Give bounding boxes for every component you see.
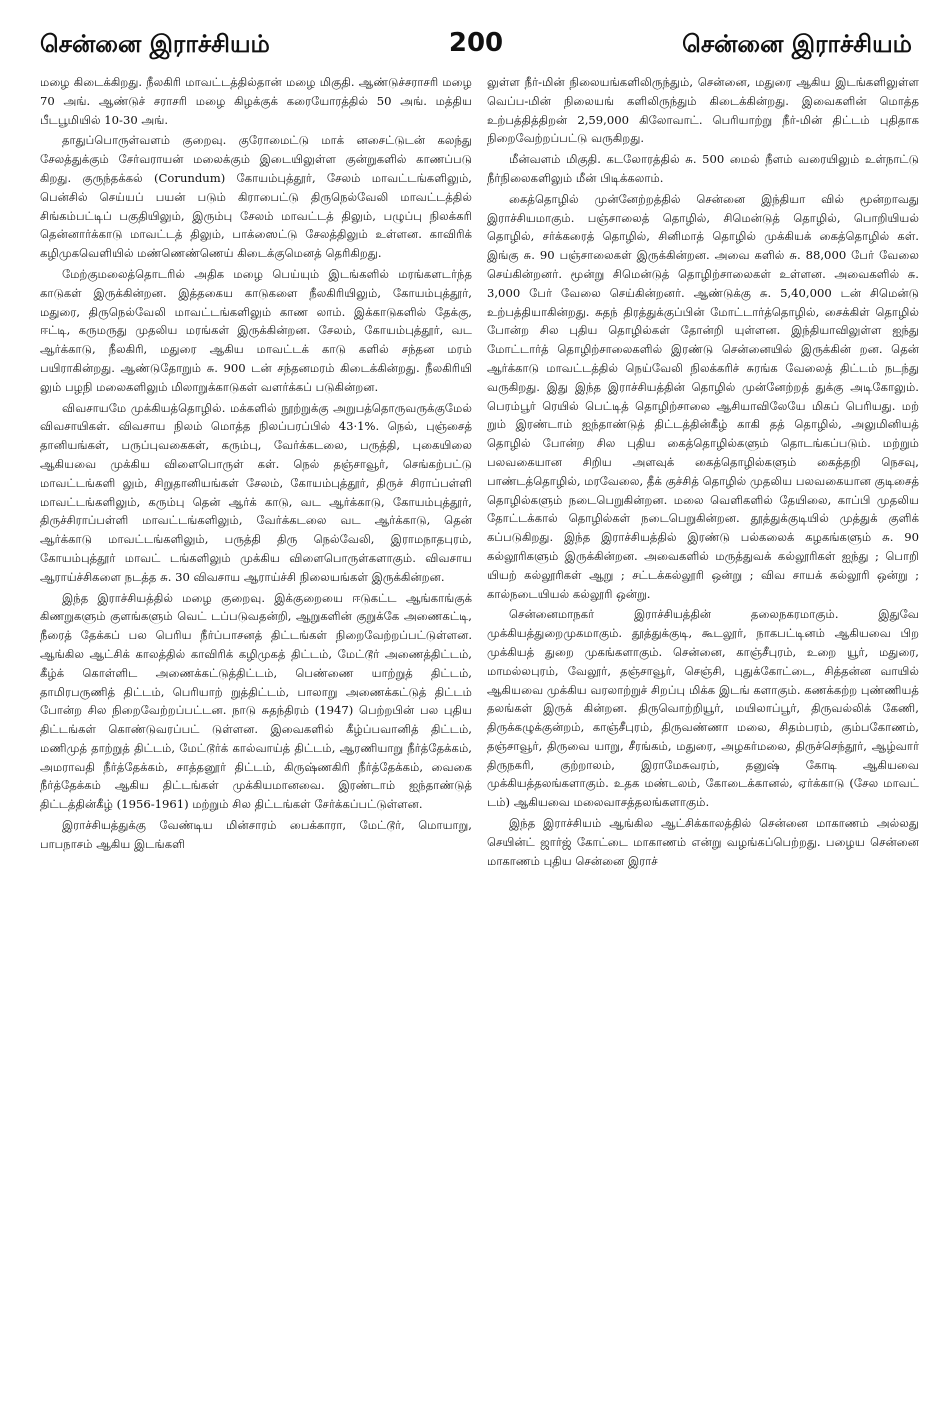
paragraph-minerals: தாதுப்பொருள்வளம் குறைவு. குரோமைட்டு மாக் னசைட்டுடன் கலந்து சேலத்துக்கும் சேர்வராயன் மலைக்கும் இடையிலுள்ள குன்றுகளில் காணப்படு கிறது. குருந்தக்கல் (Corundum) கோயம்புத்தூர், சேலம் மாவட்டங்களிலும், பென்சில் செய்யப் பயன் படும் கிராபைட்டு திருநெல்வேலி மாவட்டத்தில் சிங்கம்பட்டிப் பகுதியிலும், இரும்பு சேலம் மாவட்டத் திலும், பழுப்பு நிலக்கரி தென்னார்க்காடு மாவட்டத் திலும், பாக்ஸைட்டு சேலத்திலும் உள்ளன. காவிரிக் கழிமுகவெளியில் மண்ணெண்ணெய் கிடைக்குமெனத் தெரிகிறது. <box>40 133 472 261</box>
paragraph-capital-and-places: சென்னைமாநகர் இராச்சியத்தின் தலைநகரமாகும். இதுவே முக்கியத்துறைமுகமாகும். தூத்துக்குடி, கூடலூர், நாகபட்டினம் ஆகியவை பிற முக்கியத் துறை முகங்களாகும். சென்னை, காஞ்சீபுரம், உறை யூர், மதுரை, மாமல்லபுரம், வேலூர், தஞ்சாவூர், செஞ்சி, புதுக்கோட்டை, சித்தன்ன வாயில் ஆகியவை முக்கிய வரலாற்றுச் சிறப்பு மிக்க இடங் களாகும். கணக்கற்ற புண்ணியத் தலங்கள் இருக் கின்றன. திருவொற்றியூர், மயிலாப்பூர், திருவல்லிக் கேணி, திருக்கழுக்குன்றம், காஞ்சீபுரம், திருவண்ணா மலை, சிதம்பரம், கும்பகோணம், தஞ்சாவூர், திருவை யாறு, சீரங்கம், மதுரை, அழகர்மலை, திருச்செந்தூர், ஆழ்வார் திருநகரி, குற்றாலம், இராமேசுவரம், தனுஷ் கோடி ஆகியவை முக்கியத்தலங்களாகும். உதக மண்டலம், கோடைக்கானல், ஏர்க்காடு (சேல மாவட் டம்) ஆகியவை மலைவாசத்தலங்களாகும். <box>487 607 919 810</box>
paragraph-electricity: இராச்சியத்துக்கு வேண்டிய மின்சாரம் பைக்காரா, மேட்டூர், மொயாறு, பாபநாசம் ஆகிய இடங்களி <box>40 818 472 851</box>
paragraph-forests: மேற்குமலைத்தொடரில் அதிக மழை பெய்யும் இடங்களில் மரங்களடர்ந்த காடுகள் இருக்கின்றன. இத்தகைய காடுகளை நீலகிரியிலும், கோயம்புத்தூர், மதுரை, திருநெல்வேலி மாவட்டங்களிலும் காண லாம். இக்காடுகளில் தேக்கு, ஈட்டி, கருமருது முதலிய மரங்கள் இருக்கின்றன. சேலம், கோயம்புத்தூர், வட ஆர்க்காடு, நீலகிரி, மதுரை ஆகிய மாவட்டக் காடு களில் சந்தன மரம் பயிராகின்றது. ஆண்டுதோறும் சு. 900 டன் சந்தனமரம் கிடைக்கின்றது. நீலகிரியி லும் பழநி மலைகளிலும் மிலாறுக்காடுகள் வளர்க்கப் படுகின்றன. <box>40 266 472 394</box>
running-title-left: சென்னை இராச்சியம் <box>40 30 270 58</box>
paragraph-irrigation: இந்த இராச்சியத்தில் மழை குறைவு. இக்குறையை ஈடுகட்ட ஆங்காங்குக் கிணறுகளும் குளங்களும் வெட் டப்படுவதன்றி, ஆறுகளின் குறுக்கே அணைகட்டி, நீரைத் தேக்கப் பல பெரிய நீர்ப்பாசனத் திட்டங்கள் நிறைவேற்றப்பட்டுள்ளன. ஆங்கில ஆட்சிக் காலத்தில் காவிரிக் கழிமுகத் திட்டம், மேட்டூர் அணைத்திட்டம், கீழ்க் கொள்ளிட அணைக்கட்டுத்திட்டம், பெண்ணை யாற்றுத் திட்டம், தாமிரபருணித் திட்டம், பெரியாற் றுத்திட்டம், பாலாறு அணைக்கட்டுத் திட்டம் போன்ற சில நிறைவேற்றப்பட்டன. நாடு சுதந்திரம் (1947) பெற்றபின் பல புதிய திட்டங்கள் கொண்டுவரப்பட் டுள்ளன. இவைகளில் கீழ்ப்பவானித் திட்டம், மணிமுத் தாற்றுத் திட்டம், மேட்டூர்க் கால்வாய்த் திட்டம், ஆரணியாறு நீர்த்தேக்கம், அமராவதி நீர்த்தேக்கம், சாத்தனூர் திட்டம், கிருஷ்ணகிரி நீர்த்தேக்கம், வைகை நீர்த்தேக்கம் ஆகிய திட்டங்கள் முக்கியமானவை. இரண்டாம் ஐந்தாண்டுத் திட்டத்தின்கீழ் (1956-1961) மற்றும் சில திட்டங்கள் சேர்க்கப்பட்டுள்ளன. <box>40 590 472 812</box>
right-column <box>487 73 919 1413</box>
paragraph-fisheries: மீன்வளம் மிகுதி. கடலோரத்தில் சு. 500 மைல் நீளம் வரையிலும் உள்நாட்டு நீர்நிலைகளிலும் மீன் பிடிக்கலாம். <box>487 152 919 185</box>
paragraph-industries: கைத்தொழில் முன்னேற்றத்தில் சென்னை இந்தியா வில் மூன்றாவது இராச்சியமாகும். பஞ்சாலைத் தொழில், சிமென்டுத் தொழில், பொறியியல் தொழில், சர்க்கரைத் தொழில், சினிமாத் தொழில் முக்கியக் கைத்தொழில் கள். இங்கு சு. 90 பஞ்சாலைகள் இருக்கின்றன. அவை களில் சு. 88,000 பேர் வேலை செய்கின்றனர். மூன்று சிமென்டுத் தொழிற்சாலைகள் உள்ளன. அவைகளில் சு. 3,000 பேர் வேலை செய்கின்றனர். ஆண்டுக்கு சு. 5,40,000 டன் சிமென்டு உற்பத்தியாகின்றது. சுதந் திரத்துக்குப்பின் மோட்டார்த்தொழில், சைக்கிள் தொழில் போன்ற சில புதிய தொழில்கள் தோன்றி யுள்ளன. இந்தியாவிலுள்ள ஐந்து மோட்டார்த் தொழிற்சாலைகளில் இரண்டு சென்னையில் இருக்கின் றன. தென் ஆர்க்காடு மாவட்டத்தில் நெய்வேலி நிலக்கரிச் சுரங்க வேலைத் திட்டம் நடந்து வருகிறது. இது இந்த இராச்சியத்தின் தொழில் முன்னேற்றத் துக்கு அடிகோலும். பெரம்பூர் ரெயில் பெட்டித் தொழிற்சாலை ஆசியாவிலேயே மிகப் பெரியது. மற் றும் இரண்டாம் ஐந்தாண்டுத் திட்டத்தின்கீழ் காகி தத் தொழில், அலுமினியத் தொழில் போன்ற சில புதிய கைத்தொழில்களும் தொடங்கப்படும். மற்றும் பலவகையான சிறிய அளவுக் கைத்தொழில்களும் கைத்தறி நெசவு, பாண்டத்தொழில், மரவேலை, தீக் குச்சித் தொழில் முதலிய பலவகையான குடிசைத் தொழில்களும் நடைபெறுகின்றன. மலை வெளிகளில் தேயிலை, காப்பி முதலிய தோட்டக்கால் தொழில்கள் நடைபெறுகின்றன. தூத்துக்குடியில் முத்துக் குளிக் கப்படுகிறது. இந்த இராச்சியத்தில் இரண்டு பல்கலைக் கழகங்களும் சு. 90 கல்லூரிகளும் இருக்கின்றன. அவைகளில் மருத்துவக் கல்லூரிகள் ஐந்து ; பொறி யியற் கல்லூரிகள் ஆறு ; சட்டக்கல்லூரி ஒன்று ; விவ சாயக் கல்லூரி ஒன்று ; கால்நடையியல் கல்லூரி ஒன்று. <box>487 191 919 601</box>
running-title-right: சென்னை இராச்சியம் <box>682 30 912 58</box>
paragraph-power-stations: லுள்ள நீர்-மின் நிலையங்களிலிருந்தும், சென்னை, மதுரை ஆகிய இடங்களிலுள்ள வெப்ப-மின் நிலையங் களிலிருந்தும் கிடைக்கின்றது. இவைகளின் மொத்த உற்பத்தித்திறன் 2,59,000 கிலோவாட். பெரியாற்று நீர்-மின் திட்டம் புதிதாக நிறைவேற்றப்பட்டு வருகிறது. <box>487 75 919 146</box>
left-column <box>40 73 472 1413</box>
paragraph-agriculture: விவசாயமே முக்கியத்தொழில். மக்களில் நூற்றுக்கு அறுபத்தொருவருக்குமேல் விவசாயிகள். விவசாய நிலம் மொத்த நிலப்பரப்பில் 43·1%. நெல், புஞ்சைத் தானியங்கள், பருப்புவகைகள், கரும்பு, வேர்க்கடலை, பருத்தி, புகையிலை ஆகியவை முக்கிய விளைபொருள் கள். நெல் தஞ்சாவூர், செங்கற்பட்டு மாவட்டங்களி லும், சிறுதானியங்கள் சேலம், கோயம்புத்தூர், திருச் சிராப்பள்ளி மாவட்டங்களிலும், கரும்பு தென் ஆர்க் காடு, வட ஆர்க்காடு, கோயம்புத்தூர், திருச்சிராப்பள்ளி மாவட்டங்களிலும், வேர்க்கடலை வட ஆர்க்காடு, தென் ஆர்க்காடு மாவட்டங்களிலும், பருத்தி திரு நெல்வேலி, இராமநாதபுரம், கோயம்புத்தூர் மாவட் டங்களிலும் முக்கிய விளைபொருள்களாகும். விவசாய ஆராய்ச்சிகளை நடத்த சு. 30 விவசாய ஆராய்ச்சி நிலையங்கள் இருக்கின்றன. <box>40 400 472 584</box>
page-number: 200 <box>448 28 504 58</box>
paragraph-rainfall: மழை கிடைக்கிறது. நீலகிரி மாவட்டத்தில்தான் மழை மிகுதி. ஆண்டுச்சராசரி மழை 70 அங். ஆண்டுச் சராசரி மழை கிழக்குக் கரையோரத்தில் 50 அங். மத்திய பீடபூமியில் 10-30 அங். <box>40 75 472 127</box>
paragraph-history: இந்த இராச்சியம் ஆங்கில ஆட்சிக்காலத்தில் சென்னை மாகாணம் அல்லது செயின்ட் ஜார்ஜ் கோட்டை மாகாணம் என்று வழங்கப்பெற்றது. பழைய சென்னை மாகாணம் புதிய சென்னை இராச் <box>487 816 919 868</box>
body-columns <box>40 73 917 1413</box>
page-header <box>40 22 912 66</box>
